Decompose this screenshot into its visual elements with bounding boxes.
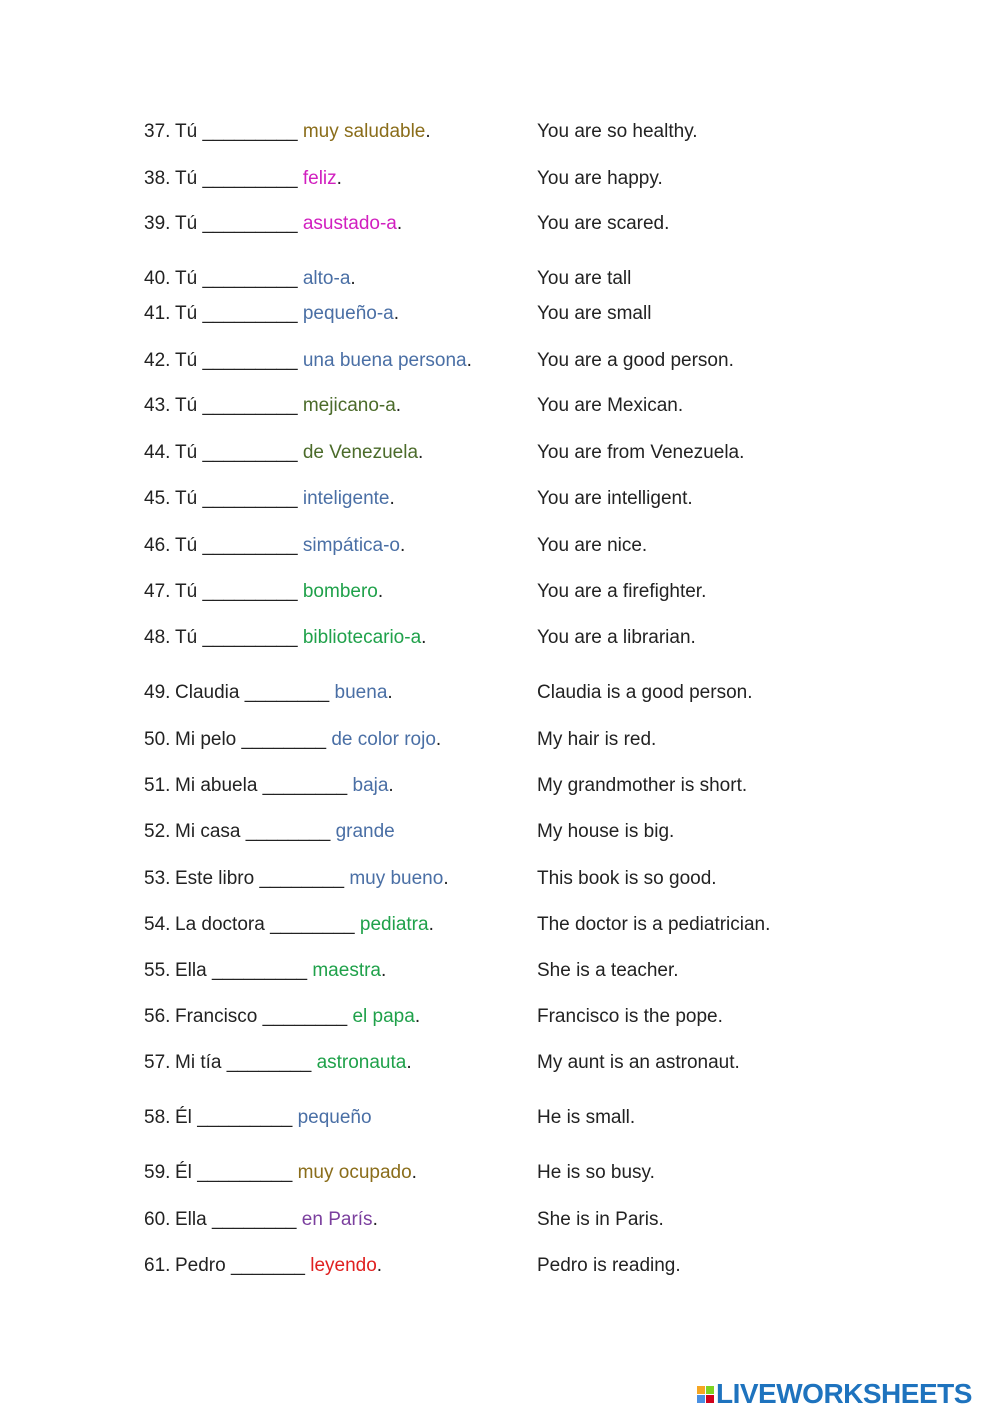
answer-blank[interactable]: ________	[270, 914, 355, 935]
spanish-sentence	[175, 486, 395, 512]
english-translation: You are so healthy.	[537, 121, 698, 142]
sentence-end: .	[418, 442, 424, 463]
item-number: 43.	[144, 395, 171, 416]
sentence-end: .	[388, 775, 394, 796]
exercise-row	[0, 1050, 1000, 1076]
item-number: 47.	[144, 581, 171, 602]
exercise-row	[0, 1004, 1000, 1030]
item-number: 44.	[144, 442, 171, 463]
answer-blank[interactable]: _________	[202, 213, 298, 234]
subject: Tú	[175, 213, 198, 234]
subject: Mi pelo	[175, 729, 237, 750]
answer-blank[interactable]: ________	[241, 729, 327, 750]
exercise-row	[0, 1105, 1000, 1131]
complement: buena	[334, 682, 388, 703]
answer-blank[interactable]: _________	[202, 581, 298, 602]
exercise-row	[0, 1160, 1000, 1186]
complement: de Venezuela	[302, 442, 419, 463]
subject: Ella	[175, 960, 207, 981]
subject: Tú	[175, 535, 198, 556]
complement: pediatra	[359, 914, 429, 935]
english-translation: You are a firefighter.	[537, 581, 707, 602]
subject: Francisco	[175, 1006, 258, 1027]
item-number: 52.	[144, 821, 171, 842]
sentence-end: .	[396, 213, 403, 234]
subject: Mi tía	[175, 1052, 222, 1073]
subject: Claudia	[175, 682, 240, 703]
item-number: 46.	[144, 535, 171, 556]
subject: Pedro	[175, 1255, 226, 1276]
complement: simpática-o	[302, 535, 401, 556]
spanish-sentence	[175, 727, 441, 753]
item-number: 53.	[144, 868, 171, 889]
english-translation: My house is big.	[537, 821, 675, 842]
answer-blank[interactable]: ________	[245, 821, 331, 842]
spanish-sentence	[175, 440, 423, 466]
complement: muy bueno	[349, 868, 444, 889]
answer-blank[interactable]: ________	[259, 868, 345, 889]
sentence-end: .	[443, 868, 449, 889]
liveworksheets-logo	[697, 1378, 972, 1410]
answer-blank[interactable]: ________	[211, 1209, 297, 1230]
item-number: 38.	[144, 168, 171, 189]
subject: Este libro	[175, 868, 255, 889]
spanish-sentence	[175, 301, 399, 327]
complement: asustado-a	[302, 213, 397, 234]
spanish-sentence	[175, 119, 431, 145]
complement: bombero	[302, 581, 378, 602]
english-translation: He is small.	[537, 1107, 636, 1128]
complement: bibliotecario-a	[302, 627, 422, 648]
sentence-end: .	[376, 1255, 383, 1276]
item-number: 50.	[144, 729, 171, 750]
item-number: 61.	[144, 1255, 171, 1276]
item-number: 56.	[144, 1006, 171, 1027]
english-translation: You are Mexican.	[537, 395, 684, 416]
spanish-sentence	[175, 680, 393, 706]
spanish-sentence	[175, 1050, 412, 1076]
subject: Tú	[175, 268, 198, 289]
spanish-sentence	[175, 579, 383, 605]
spanish-sentence	[175, 1160, 417, 1186]
answer-blank[interactable]: _________	[202, 395, 298, 416]
english-translation: You are a good person.	[537, 350, 734, 371]
answer-blank[interactable]: _________	[202, 442, 298, 463]
subject: Tú	[175, 168, 198, 189]
english-translation: He is so busy.	[537, 1162, 655, 1183]
sentence-end: .	[421, 627, 427, 648]
complement: de color rojo	[331, 729, 436, 750]
sentence-end: .	[381, 960, 387, 981]
english-translation: Pedro is reading.	[537, 1255, 681, 1276]
subject: La doctora	[175, 914, 265, 935]
english-translation: You are a librarian.	[537, 627, 696, 648]
spanish-sentence	[175, 773, 394, 799]
item-number: 39.	[144, 213, 171, 234]
complement: baja	[352, 775, 389, 796]
sentence-end: .	[372, 1209, 378, 1230]
spanish-sentence	[175, 348, 472, 374]
answer-blank[interactable]: ________	[226, 1052, 312, 1073]
sentence-end: .	[406, 1052, 412, 1073]
sentence-end: .	[387, 682, 393, 703]
answer-blank[interactable]: _________	[197, 1162, 293, 1183]
exercise-row	[0, 486, 1000, 512]
sentence-end: .	[435, 729, 442, 750]
logo-square-icon	[697, 1395, 705, 1403]
sentence-end: .	[428, 914, 434, 935]
item-number: 60.	[144, 1209, 171, 1230]
item-number: 59.	[144, 1162, 171, 1183]
english-translation: You are small	[537, 303, 652, 324]
subject: Él	[175, 1162, 192, 1183]
exercise-row	[0, 440, 1000, 466]
answer-blank[interactable]: ________	[262, 1006, 348, 1027]
subject: Tú	[175, 303, 198, 324]
exercise-row	[0, 119, 1000, 145]
answer-blank[interactable]: _________	[202, 350, 298, 371]
item-number: 45.	[144, 488, 171, 509]
spanish-sentence	[175, 1207, 378, 1233]
complement: muy ocupado	[297, 1162, 412, 1183]
spanish-sentence	[175, 211, 402, 237]
spanish-sentence	[175, 866, 449, 892]
sentence-end: .	[425, 121, 431, 142]
item-number: 48.	[144, 627, 171, 648]
subject: Mi casa	[175, 821, 241, 842]
english-translation: This book is so good.	[537, 868, 717, 889]
complement: astronauta	[316, 1052, 407, 1073]
sentence-end: .	[393, 303, 400, 324]
answer-blank[interactable]: ________	[244, 682, 330, 703]
spanish-sentence	[175, 266, 356, 292]
sentence-end: .	[414, 1006, 421, 1027]
exercise-row	[0, 958, 1000, 984]
english-translation: The doctor is a pediatrician.	[537, 914, 771, 935]
logo-text: LIVEWORKSHEETS	[716, 1378, 972, 1409]
english-translation: You are happy.	[537, 168, 663, 189]
exercise-row	[0, 912, 1000, 938]
sentence-end: .	[400, 535, 406, 556]
complement: pequeño	[297, 1107, 372, 1128]
english-translation: Claudia is a good person.	[537, 682, 753, 703]
exercise-row	[0, 866, 1000, 892]
item-number: 37.	[144, 121, 171, 142]
answer-blank[interactable]: _________	[211, 960, 308, 981]
sentence-end: .	[466, 350, 472, 371]
english-translation: My aunt is an astronaut.	[537, 1052, 740, 1073]
subject: Tú	[175, 581, 198, 602]
exercise-row	[0, 727, 1000, 753]
answer-blank[interactable]: _________	[202, 168, 298, 189]
subject: Tú	[175, 350, 198, 371]
complement: el papa	[352, 1006, 415, 1027]
exercise-row	[0, 1207, 1000, 1233]
subject: Ella	[175, 1209, 207, 1230]
exercise-row	[0, 166, 1000, 192]
item-number: 41.	[144, 303, 171, 324]
answer-blank[interactable]: _________	[197, 1107, 293, 1128]
logo-square-icon	[697, 1386, 705, 1394]
subject: Tú	[175, 442, 198, 463]
exercise-row	[0, 533, 1000, 559]
spanish-sentence	[175, 958, 386, 984]
answer-blank[interactable]: ________	[262, 775, 348, 796]
answer-blank[interactable]: _________	[202, 303, 298, 324]
item-number: 42.	[144, 350, 171, 371]
english-translation: You are intelligent.	[537, 488, 693, 509]
answer-blank[interactable]: _________	[202, 627, 298, 648]
exercise-row	[0, 393, 1000, 419]
item-number: 40.	[144, 268, 171, 289]
english-translation: She is in Paris.	[537, 1209, 664, 1230]
complement: mejicano-a	[302, 395, 396, 416]
exercise-row	[0, 625, 1000, 651]
english-translation: You are from Venezuela.	[537, 442, 745, 463]
answer-blank[interactable]: _________	[202, 488, 298, 509]
exercise-row	[0, 819, 1000, 845]
exercise-row	[0, 211, 1000, 237]
spanish-sentence	[175, 625, 426, 651]
spanish-sentence	[175, 1004, 420, 1030]
spanish-sentence	[175, 533, 405, 559]
sentence-end: .	[389, 488, 395, 509]
exercise-row	[0, 301, 1000, 327]
english-translation: You are tall	[537, 268, 632, 289]
english-translation: Francisco is the pope.	[537, 1006, 723, 1027]
answer-blank[interactable]: _________	[202, 121, 298, 142]
item-number: 49.	[144, 682, 171, 703]
spanish-sentence	[175, 393, 401, 419]
subject: Mi abuela	[175, 775, 258, 796]
item-number: 57.	[144, 1052, 171, 1073]
sentence-end: .	[336, 168, 342, 189]
complement: grande	[335, 821, 395, 842]
sentence-end: .	[395, 395, 402, 416]
english-translation: She is a teacher.	[537, 960, 679, 981]
sentence-end: .	[411, 1162, 417, 1183]
complement: una buena persona	[302, 350, 467, 371]
complement: en París	[301, 1209, 373, 1230]
spanish-sentence	[175, 166, 342, 192]
exercise-row	[0, 348, 1000, 374]
spanish-sentence	[175, 912, 434, 938]
complement: muy saludable	[302, 121, 426, 142]
sentence-end: .	[350, 268, 356, 289]
subject: Tú	[175, 488, 198, 509]
answer-blank[interactable]: _________	[202, 535, 298, 556]
spanish-sentence	[175, 1105, 372, 1131]
english-translation: My grandmother is short.	[537, 775, 748, 796]
subject: Tú	[175, 395, 198, 416]
english-translation: You are nice.	[537, 535, 648, 556]
complement: leyendo	[310, 1255, 377, 1276]
english-translation: My hair is red.	[537, 729, 657, 750]
logo-square-icon	[706, 1386, 714, 1394]
exercise-row	[0, 579, 1000, 605]
answer-blank[interactable]: _______	[230, 1255, 305, 1276]
exercise-row	[0, 1253, 1000, 1279]
complement: maestra	[312, 960, 381, 981]
subject: Él	[175, 1107, 192, 1128]
item-number: 51.	[144, 775, 171, 796]
exercise-row	[0, 773, 1000, 799]
subject: Tú	[175, 121, 198, 142]
english-translation: You are scared.	[537, 213, 670, 234]
complement: inteligente	[302, 488, 390, 509]
spanish-sentence	[175, 1253, 382, 1279]
exercise-row	[0, 680, 1000, 706]
complement: pequeño-a	[302, 303, 394, 324]
answer-blank[interactable]: _________	[202, 268, 298, 289]
item-number: 58.	[144, 1107, 171, 1128]
item-number: 54.	[144, 914, 171, 935]
logo-square-icon	[706, 1395, 714, 1403]
subject: Tú	[175, 627, 198, 648]
logo-mark-icon	[697, 1386, 714, 1403]
spanish-sentence	[175, 819, 395, 845]
exercise-row	[0, 266, 1000, 292]
item-number: 55.	[144, 960, 171, 981]
sentence-end: .	[377, 581, 384, 602]
complement: alto-a	[302, 268, 351, 289]
complement: feliz	[302, 168, 337, 189]
